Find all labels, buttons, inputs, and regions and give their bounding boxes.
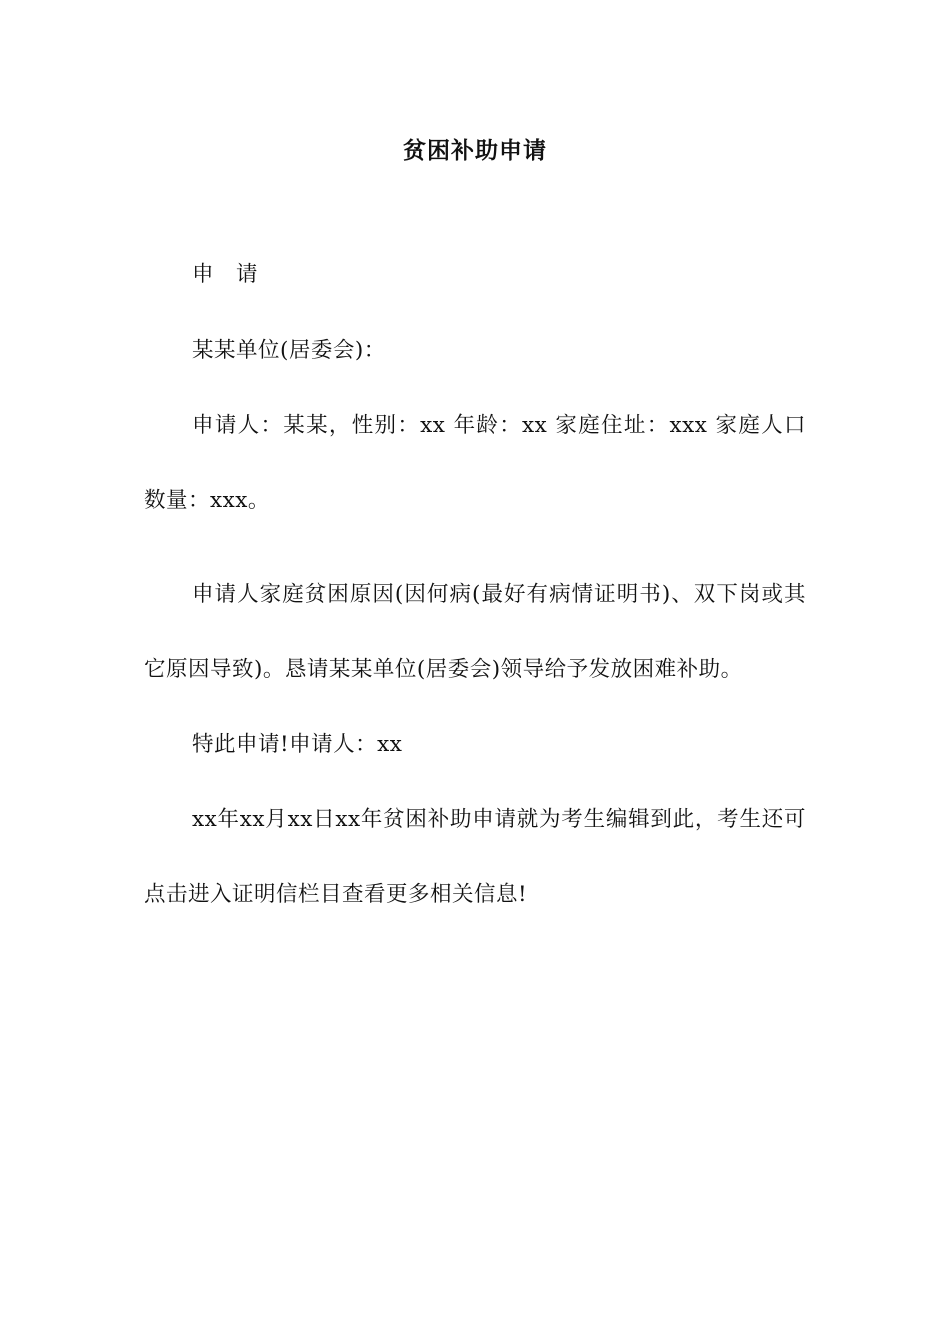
salutation: 某某单位(居委会)： (192, 337, 386, 363)
hardship-reason-paragraph: 申请人家庭贫困原因(因何病(最好有病情证明书)、双下岗或其它原因导致)。恳请某某单位(居委会)领导给予发放困难补助。 (144, 582, 806, 682)
document-title: 贫困补助申请 (403, 138, 547, 164)
footer-note: xx年xx月xx日xx年贫困补助申请就为考生编辑到此，考生还可点击进入证明信栏目查看更多相关信息! (144, 807, 806, 907)
application-heading: 申 请 (192, 262, 259, 287)
applicant-info-paragraph: 申请人：某某，性别：xx 年龄：xx 家庭住址：xxx 家庭人口数量：xxx。 (144, 413, 806, 513)
document-body (144, 256, 806, 932)
closing-line: 特此申请!申请人：xx (192, 732, 403, 757)
